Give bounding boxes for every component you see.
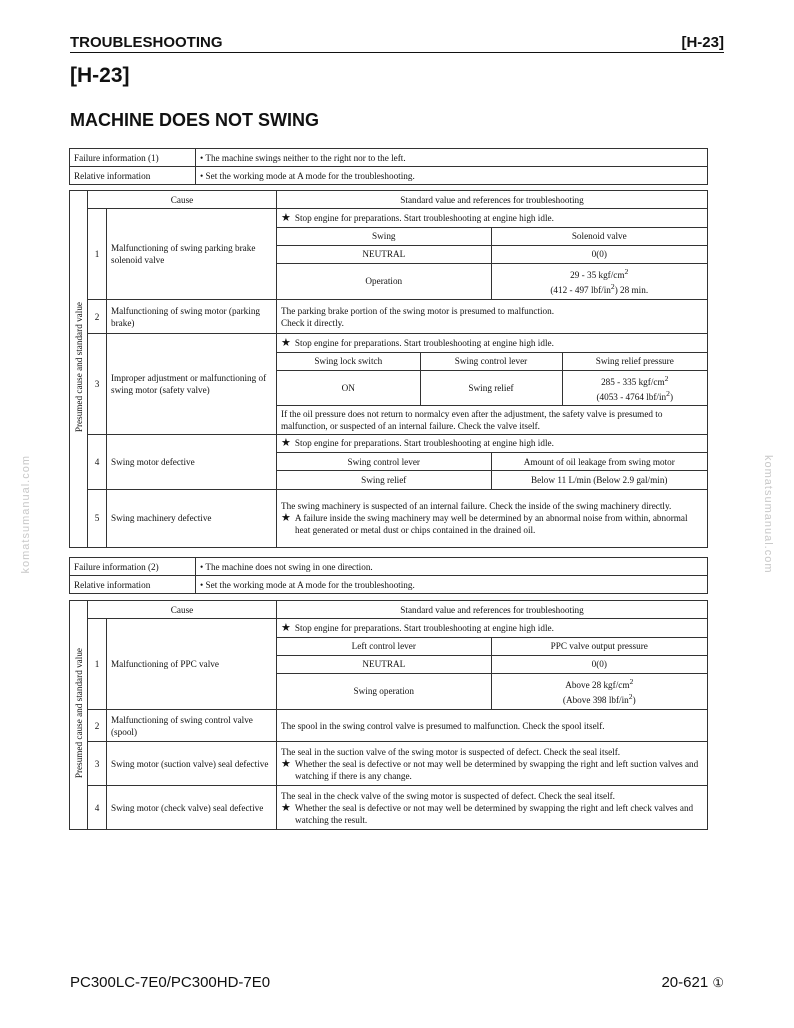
cause-header: Cause (88, 191, 277, 209)
std-header: Standard value and references for troubleshooting (277, 601, 708, 619)
row-number: 4 (88, 786, 107, 830)
cause-text: Malfunctioning of swing motor (parking brake) (107, 300, 277, 334)
cause-header: Cause (88, 601, 277, 619)
col-header: Swing lock switch (277, 352, 420, 370)
cell-value: Below 11 L/min (Below 2.9 gal/min) (531, 474, 668, 485)
cell-value: NEUTRAL (277, 655, 491, 673)
failure-info-1 (69, 148, 708, 185)
cell-value: Above 28 kgf/$cm^2$ (Above 398 lbf/$in^2$) (562, 677, 636, 706)
star-icon: ★ (281, 437, 291, 450)
failure-label: Failure information (2) (70, 558, 196, 576)
std-text: The swing machinery is suspected of an internal failure. Check the inside of the swing machinery directly. ★ A failure inside the swing machinery may well be determined by an abnormal noise from within, abnormal heat generated or metal dust or chips contained in the drained oil. (277, 489, 708, 547)
cell-value: 29 - 35 kgf/$cm^2$ (412 - 497 lbf/$in^2$) 28 min. (550, 267, 649, 296)
relative-label: Relative information (70, 167, 196, 185)
section-code: [H-23] (70, 64, 130, 87)
std-text: The seal in the suction valve of the swing motor is suspected of defect. Check the seal itself. ★ Whether the seal is defective or not may well be determined by swapping the right and left suction valves and watching if there is any change. (277, 742, 708, 786)
header-section: TROUBLESHOOTING (70, 34, 223, 51)
header-rule (70, 52, 724, 53)
side-label: Presumed cause and standard value (70, 191, 88, 548)
failure-text: • The machine swings neither to the right nor to the left. (196, 149, 708, 167)
failure-text: • The machine does not swing in one direction. (196, 558, 708, 576)
failure-label: Failure information (1) (70, 149, 196, 167)
cause-text: Improper adjustment or malfunctioning of swing motor (safety valve) (107, 334, 277, 435)
cause-table-2 (69, 600, 708, 830)
row-number: 2 (88, 710, 107, 742)
cell-value: 0(0) (491, 655, 707, 673)
cause-text: Malfunctioning of swing parking brake solenoid valve (107, 209, 277, 300)
row-number: 3 (88, 334, 107, 435)
col-header: Solenoid valve (491, 227, 707, 245)
star-icon: ★ (281, 801, 291, 814)
star-icon: ★ (281, 512, 291, 525)
star-icon: ★ (281, 757, 291, 770)
cell-value: ON (277, 370, 420, 405)
row-number: 2 (88, 300, 107, 334)
cause-text: Malfunctioning of PPC valve (107, 619, 277, 710)
footer-model: PC300LC-7E0/PC300HD-7E0 (70, 974, 271, 991)
std-header: Standard value and references for troubleshooting (277, 191, 708, 209)
header-code: [H-23] (681, 34, 724, 51)
cause-text: Swing motor (check valve) seal defective (107, 786, 277, 830)
std-text: If the oil pressure does not return to normalcy even after the adjustment, the safety valve is presumed to malfunction, or suspected of an internal failure. Check the valve itself. (281, 408, 663, 431)
cause-text: Swing motor (suction valve) seal defective (107, 742, 277, 786)
col-header: Swing (277, 227, 491, 245)
prep-note: Stop engine for preparations. Start troubleshooting at engine high idle. (294, 212, 554, 223)
cause-text: Malfunctioning of swing control valve (spool) (107, 710, 277, 742)
cell-value: Swing relief (277, 471, 491, 489)
col-header: Swing control lever (420, 352, 562, 370)
std-text: The spool in the swing control valve is presumed to malfunction. Check the spool itself. (277, 710, 708, 742)
page-title: MACHINE DOES NOT SWING (70, 110, 320, 130)
col-header: Left control lever (277, 637, 491, 655)
cause-text: Swing motor defective (107, 434, 277, 489)
prep-note: Stop engine for preparations. Start troubleshooting at engine high idle. (294, 337, 554, 348)
cause-text: Swing machinery defective (107, 489, 277, 547)
cell-value: Operation (277, 263, 491, 299)
std-cell (277, 209, 708, 300)
relative-text: • Set the working mode at A mode for the troubleshooting. (196, 167, 708, 185)
star-icon: ★ (281, 211, 291, 224)
relative-text: • Set the working mode at A mode for the troubleshooting. (196, 576, 708, 594)
side-label: Presumed cause and standard value (70, 601, 88, 830)
watermark-left: komatsumanual.com (20, 455, 32, 574)
row-number: 5 (88, 489, 107, 547)
cell-value: NEUTRAL (277, 245, 491, 263)
row-number: 1 (88, 619, 107, 710)
page-number: 20-621 (661, 974, 709, 991)
cell-value: Swing relief (420, 370, 562, 405)
col-header: Amount of oil leakage from swing motor (491, 453, 707, 471)
std-text: The seal in the check valve of the swing motor is suspected of defect. Check the seal itself. ★ Whether the seal is defective or not may well be determined by swapping the right and left check valves and watching the result. (277, 786, 708, 830)
row-number: 4 (88, 434, 107, 489)
prep-note: Stop engine for preparations. Start troubleshooting at engine high idle. (294, 622, 554, 633)
std-cell (277, 334, 708, 435)
col-header: Swing relief pressure (562, 352, 707, 370)
row-number: 3 (88, 742, 107, 786)
star-icon: ★ (281, 621, 291, 634)
cell-value: 0(0) (491, 245, 707, 263)
failure-info-2 (69, 557, 708, 594)
cause-table-1 (69, 190, 708, 548)
cell-value: Swing operation (277, 673, 491, 709)
footer-page (661, 974, 724, 991)
relative-label: Relative information (70, 576, 196, 594)
row-number: 1 (88, 209, 107, 300)
std-cell (277, 619, 708, 710)
watermark-right: komatsumanual.com (762, 455, 774, 574)
std-cell (277, 434, 708, 489)
cell-value: 285 - 335 kgf/$cm^2$ (4053 - 4764 lbf/$in^2$) (562, 370, 707, 405)
star-icon: ★ (281, 336, 291, 349)
std-text: The parking brake portion of the swing motor is presumed to malfunction. Check it directly. (277, 300, 708, 334)
prep-note: Stop engine for preparations. Start troubleshooting at engine high idle. (294, 438, 554, 449)
col-header: Swing control lever (277, 453, 491, 471)
revision-mark: ① (712, 975, 724, 990)
col-header: PPC valve output pressure (491, 637, 707, 655)
